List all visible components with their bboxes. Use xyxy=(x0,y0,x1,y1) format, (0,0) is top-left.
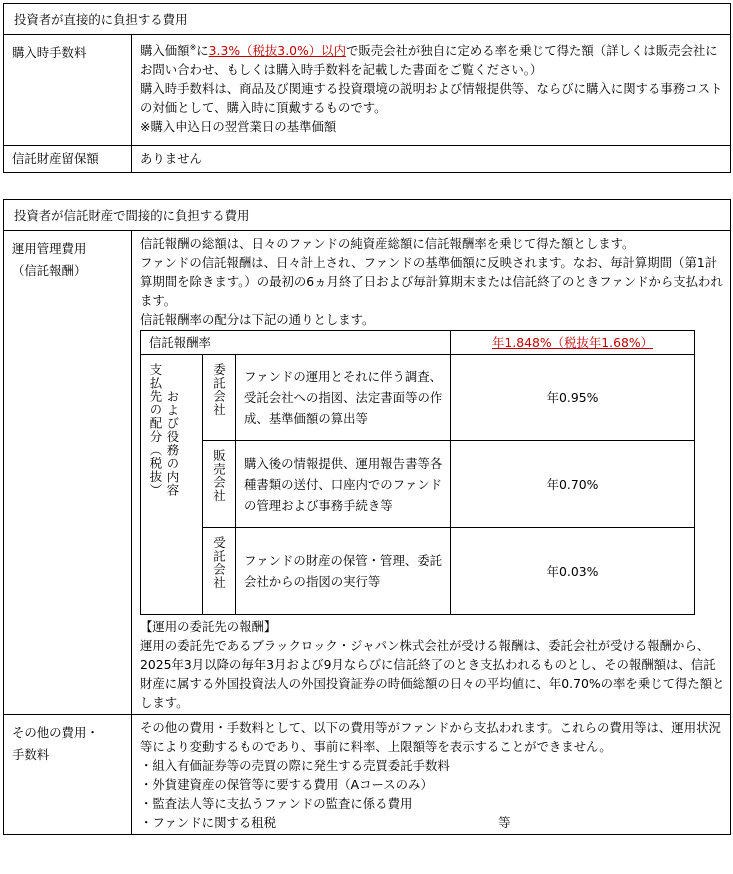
purchase-fee-description: 購入価額※に3.3%（税抜3.0%）以内で販売会社が独自に定める率を乗じて得た額（詳しくは販売会社にお問い合わせ、もしくは購入時手数料を記載した書面をご覧ください。） xyxy=(140,43,718,78)
direct-cost-header: 投資者が直接的に負担する費用 xyxy=(4,4,731,35)
other-fee-item: ・外貨建資産の保管等に要する費用（Aコースのみ） xyxy=(140,777,433,792)
reserve-value: ありません xyxy=(132,146,731,173)
other-fee-item: ・組入有価証券等の売買の際に発生する売買委託手数料 xyxy=(140,758,450,773)
other-fee-content xyxy=(132,715,731,835)
desc-distributor: 購入後の情報提供、運用報告書等各種書類の送付、口座内でのファンドの管理および事務手続き等 xyxy=(236,441,451,528)
party-consignor: 委託会社 xyxy=(203,355,236,441)
party-distributor: 販売会社 xyxy=(203,441,236,528)
other-fee-item-last: ・ファンドに関する租税 等 xyxy=(140,815,511,830)
management-para-3: 信託報酬率の配分は下記の通りとします。 xyxy=(140,312,375,327)
rate-label: 信託報酬率 xyxy=(141,331,451,355)
purchase-fee-rate: 3.3%（税抜3.0%）以内 xyxy=(208,43,346,59)
purchase-fee-content xyxy=(132,35,731,146)
desc-trustee: ファンドの財産の保管・管理、委託会社からの指図の実行等 xyxy=(236,528,451,615)
other-fee-item: ・監査法人等に支払うファンドの監査に係る費用 xyxy=(140,796,413,811)
purchase-fee-footnote: ※購入申込日の翌営業日の基準価額 xyxy=(140,119,337,135)
delegate-title: 【運用の委託先の報酬】 xyxy=(140,619,277,634)
indirect-cost-header: 投資者が信託財産で間接的に負担する費用 xyxy=(4,200,731,231)
direct-cost-table xyxy=(3,3,731,173)
purchase-fee-label: 購入時手数料 xyxy=(4,35,132,146)
total-rate: 年1.848%（税抜年1.68%） xyxy=(451,331,695,355)
desc-consignor: ファンドの運用とそれに伴う調査、受託会社への指図、法定書面等の作成、基準価額の算出等 xyxy=(236,355,451,441)
management-para-1: 信託報酬の総額は、日々のファンドの純資産総額に信託報酬率を乗じて得た額とします。 xyxy=(140,236,635,251)
allocation-side-label: 支払先の配分（税抜） および役務の内容 xyxy=(141,355,203,615)
management-fee-label: 運用管理費用 （信託報酬） xyxy=(4,231,132,715)
purchase-fee-note: 購入時手数料は、商品及び関連する投資環境の説明および情報提供等、ならびに購入に関する事務コストの対価として、購入時に頂戴するものです。 xyxy=(140,81,723,116)
fee-allocation-table xyxy=(140,330,695,615)
other-fee-etc: 等 xyxy=(498,815,511,830)
reserve-label: 信託財産留保額 xyxy=(4,146,132,173)
other-fee-label: その他の費用・ 手数料 xyxy=(4,715,132,835)
rate-consignor: 年0.95% xyxy=(451,355,695,441)
rate-distributor: 年0.70% xyxy=(451,441,695,528)
party-trustee: 受託会社 xyxy=(203,528,236,615)
management-fee-content xyxy=(132,231,731,715)
management-para-2: ファンドの信託報酬は、日々計上され、ファンドの基準価額に反映されます。なお、毎計算期間（第1計算期間を除きます。）の最初の6ヵ月終了日および毎計算期末または信託終了のときファンドから支払われます。 xyxy=(140,255,723,308)
other-fee-text: その他の費用・手数料として、以下の費用等がファンドから支払われます。これらの費用等は、運用状況等により変動するものであり、事前に料率、上限額等を表示することができません。 xyxy=(140,720,721,754)
indirect-cost-table xyxy=(3,199,731,835)
rate-trustee: 年0.03% xyxy=(451,528,695,615)
delegate-text: 運用の委託先であるブラックロック・ジャパン株式会社が受ける報酬は、委託会社が受ける報酬から、2025年3月以降の毎年3月および9月ならびに信託終了のとき支払われるものとし、その報酬額は、信託財産に属する外国投資法人の外国投資証券の時価総額の日々の平均値に、年0.70%の率を乗じて得た額とします。 xyxy=(140,638,725,710)
